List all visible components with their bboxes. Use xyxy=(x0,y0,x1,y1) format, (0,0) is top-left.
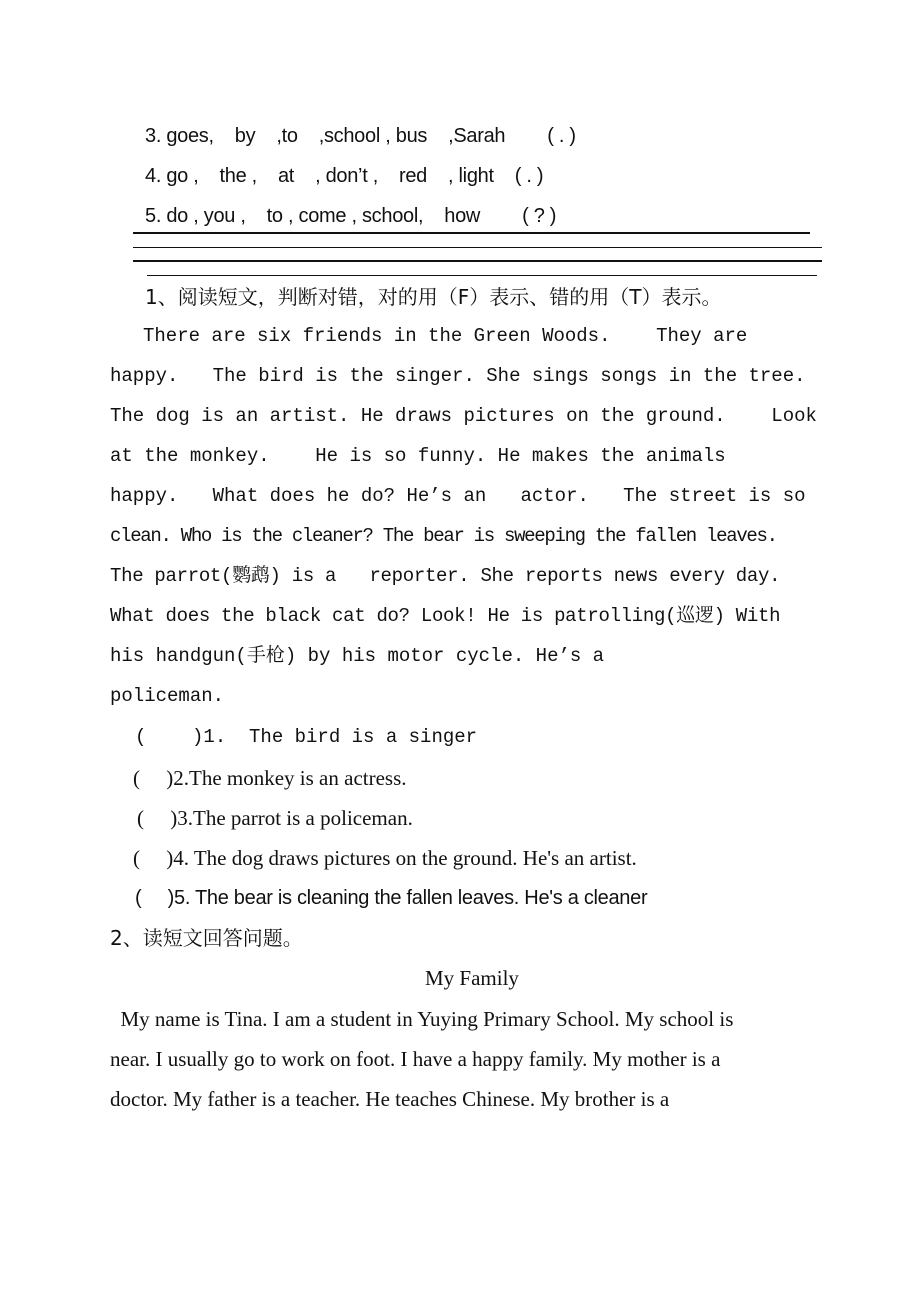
reorder-item-4: 4. go , the , at , don’t , red , light ( . ) xyxy=(145,165,544,187)
passage-line: policeman. xyxy=(110,685,225,707)
section1-heading: 1、阅读短文，判断对错，对的用（F）表示、错的用（T）表示。 xyxy=(145,285,722,309)
question-1: ( )1. The bird is a singer xyxy=(135,726,478,748)
answer-line xyxy=(133,260,822,262)
question-5: ( )5. The bear is cleaning the fallen leaves. He's a cleaner xyxy=(135,887,648,909)
passage-line: My name is Tina. I am a student in Yuying Primary School. My school is xyxy=(110,1007,734,1031)
passage-title: My Family xyxy=(425,966,519,990)
reorder-item-5: 5. do , you , to , come , school, how ( ? ) xyxy=(145,205,557,227)
question-2: ( )2.The monkey is an actress. xyxy=(133,766,407,790)
passage-line: What does the black cat do? Look! He is patrolling(巡逻) With xyxy=(110,605,781,627)
passage-line: clean. Who is the cleaner? The bear is sweeping the fallen leaves. xyxy=(110,525,777,547)
passage-line: happy. The bird is the singer. She sings songs in the tree. xyxy=(110,365,806,387)
section2-heading: 2、读短文回答问题。 xyxy=(110,926,303,950)
answer-line xyxy=(133,232,810,234)
passage-line: at the monkey. He is so funny. He makes the animals xyxy=(110,445,726,467)
passage-line: The dog is an artist. He draws pictures on the ground. Look xyxy=(110,405,817,427)
passage-line: his handgun(手枪) by his motor cycle. He’s a xyxy=(110,645,605,667)
question-4: ( )4. The dog draws pictures on the ground. He's an artist. xyxy=(133,846,637,870)
answer-line xyxy=(147,275,817,276)
answer-line xyxy=(133,247,822,248)
passage-line: The parrot(鹦鹉) is a reporter. She reports news every day. xyxy=(110,565,781,587)
question-3: ( )3.The parrot is a policeman. xyxy=(137,806,413,830)
passage-line: happy. What does he do? He’s an actor. The street is so xyxy=(110,485,806,507)
passage-line: near. I usually go to work on foot. I have a happy family. My mother is a xyxy=(110,1047,721,1071)
passage-line: doctor. My father is a teacher. He teaches Chinese. My brother is a xyxy=(110,1087,670,1111)
passage-line: There are six friends in the Green Woods. They are xyxy=(143,325,748,347)
reorder-item-3: 3. goes, by ,to ,school , bus ,Sarah ( . ) xyxy=(145,125,576,147)
